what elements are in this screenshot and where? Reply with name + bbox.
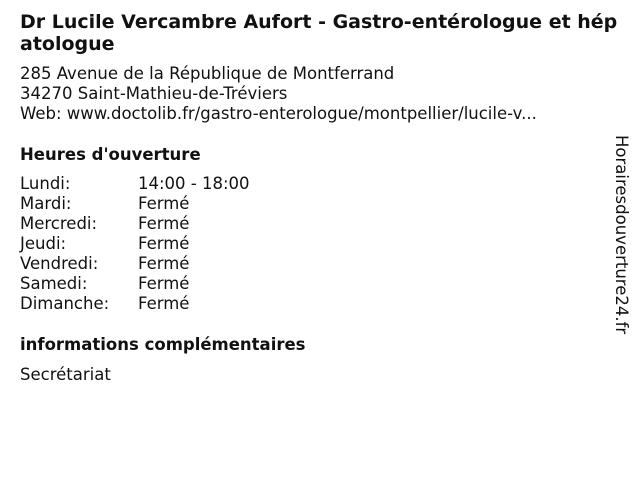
day-label: Vendredi:: [20, 254, 99, 273]
additional-info-text: Secrétariat: [20, 365, 111, 384]
street-address: 285 Avenue de la République de Montferrand: [20, 64, 395, 83]
day-label: Mardi:: [20, 194, 72, 213]
day-hours: Fermé: [138, 254, 190, 273]
day-label: Mercredi:: [20, 214, 98, 233]
day-label: Dimanche:: [20, 294, 110, 313]
day-label: Samedi:: [20, 274, 88, 293]
city-address: 34270 Saint-Mathieu-de-Tréviers: [20, 84, 288, 103]
day-label: Lundi:: [20, 174, 71, 193]
day-hours: Fermé: [138, 294, 190, 313]
day-hours: Fermé: [138, 274, 190, 293]
additional-info-heading: informations complémentaires: [20, 335, 306, 354]
site-watermark: Horairesdouverture24.fr: [612, 135, 631, 335]
day-hours: 14:00 - 18:00: [138, 174, 250, 193]
page-title: Dr Lucile Vercambre Aufort - Gastro-entérologue et hépatologue: [20, 11, 618, 55]
day-hours: Fermé: [138, 234, 190, 253]
day-hours: Fermé: [138, 194, 190, 213]
day-hours: Fermé: [138, 214, 190, 233]
day-label: Jeudi:: [20, 234, 67, 253]
website-link[interactable]: Web: www.doctolib.fr/gastro-enterologue/montpellier/lucile-v...: [20, 104, 537, 123]
hours-heading: Heures d'ouverture: [20, 145, 201, 164]
address-block: [20, 64, 537, 124]
